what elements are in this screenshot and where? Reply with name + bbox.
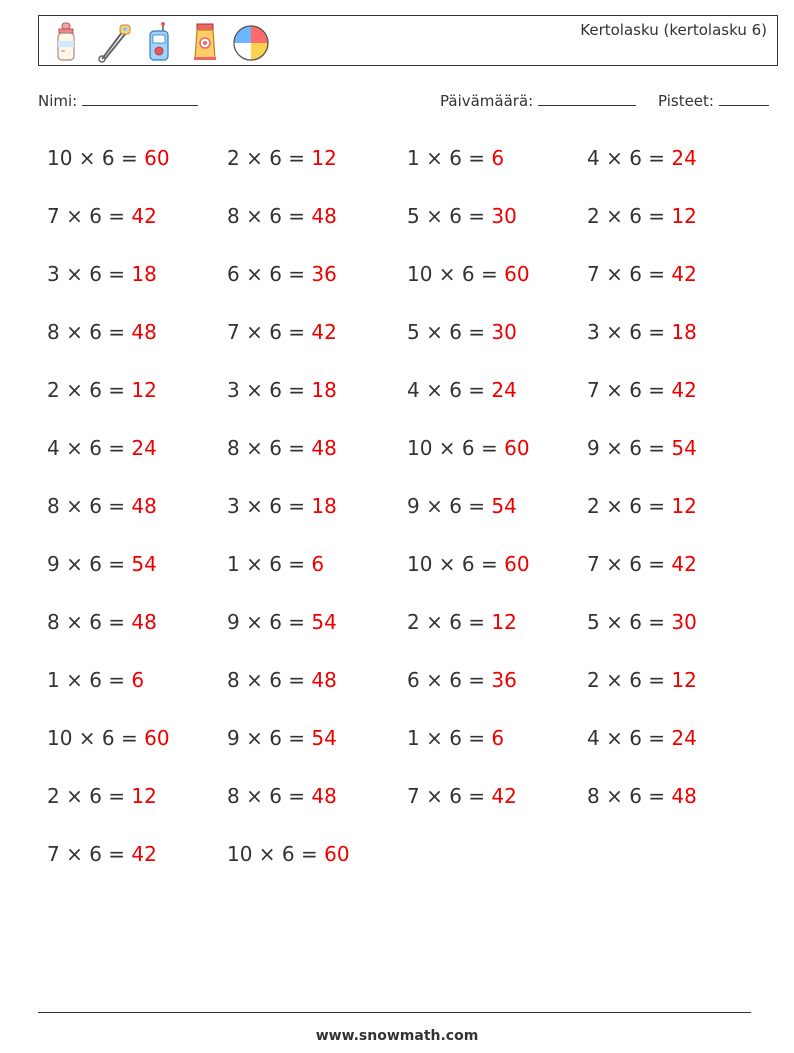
problem-row — [47, 370, 767, 428]
problem-question: 2 × 6 = — [587, 494, 672, 518]
problem-answer: 12 — [311, 146, 337, 170]
problem-item — [47, 320, 157, 344]
problem-grid — [47, 138, 767, 892]
problem-row — [47, 602, 767, 660]
problem-item — [227, 552, 324, 576]
name-label: Nimi: — [38, 92, 78, 110]
footer-url: www.snowmath.com — [315, 1028, 479, 1044]
name-line — [82, 92, 198, 106]
problem-row — [47, 486, 767, 544]
problem-answer: 42 — [131, 204, 157, 228]
problem-question: 8 × 6 = — [227, 204, 312, 228]
problem-item — [587, 494, 697, 518]
problem-question: 10 × 6 = — [47, 726, 145, 750]
problem-item — [227, 262, 337, 286]
problem-item — [587, 320, 697, 344]
problem-item — [47, 842, 157, 866]
problem-item — [227, 610, 337, 634]
problem-row — [47, 312, 767, 370]
problem-row — [47, 776, 767, 834]
problem-row — [47, 196, 767, 254]
problem-question: 2 × 6 = — [227, 146, 312, 170]
problem-answer: 30 — [491, 204, 517, 228]
problem-item — [47, 204, 157, 228]
problem-question: 10 × 6 = — [407, 552, 505, 576]
problem-answer: 60 — [144, 726, 170, 750]
problem-answer: 48 — [131, 320, 157, 344]
worksheet-title: Kertolasku (kertolasku 6) — [580, 21, 767, 39]
problem-question: 8 × 6 = — [227, 668, 312, 692]
problem-item — [227, 668, 337, 692]
problem-answer: 48 — [311, 668, 337, 692]
problem-item — [407, 784, 517, 808]
problem-question: 7 × 6 = — [47, 842, 132, 866]
diaper-cream-icon — [185, 21, 225, 63]
problem-item — [47, 610, 157, 634]
problem-question: 7 × 6 = — [47, 204, 132, 228]
problem-answer: 60 — [504, 552, 530, 576]
problem-answer: 6 — [491, 726, 505, 750]
problem-answer: 48 — [311, 436, 337, 460]
problem-answer: 60 — [504, 262, 530, 286]
problem-answer: 30 — [491, 320, 517, 344]
problem-question: 8 × 6 = — [47, 494, 132, 518]
problem-item — [227, 494, 337, 518]
problem-question: 2 × 6 = — [47, 378, 132, 402]
problem-answer: 36 — [491, 668, 517, 692]
header-box — [38, 15, 778, 66]
problem-question: 1 × 6 = — [407, 146, 492, 170]
problem-item — [47, 494, 157, 518]
problem-question: 2 × 6 = — [47, 784, 132, 808]
problem-question: 10 × 6 = — [227, 842, 325, 866]
problem-question: 2 × 6 = — [587, 204, 672, 228]
problem-question: 7 × 6 = — [407, 784, 492, 808]
problem-question: 5 × 6 = — [407, 204, 492, 228]
problem-question: 5 × 6 = — [407, 320, 492, 344]
problem-item — [587, 610, 697, 634]
problem-item — [407, 552, 530, 576]
problem-question: 8 × 6 = — [227, 784, 312, 808]
problem-item — [47, 726, 170, 750]
problem-question: 6 × 6 = — [227, 262, 312, 286]
problem-answer: 48 — [131, 610, 157, 634]
problem-question: 8 × 6 = — [587, 784, 672, 808]
problem-answer: 12 — [671, 204, 697, 228]
problem-row — [47, 138, 767, 196]
problem-answer: 54 — [491, 494, 517, 518]
problem-item — [407, 436, 530, 460]
problem-question: 9 × 6 = — [227, 610, 312, 634]
problem-question: 7 × 6 = — [587, 378, 672, 402]
problem-question: 4 × 6 = — [47, 436, 132, 460]
problem-question: 3 × 6 = — [227, 378, 312, 402]
problem-question: 8 × 6 = — [47, 610, 132, 634]
problem-question: 3 × 6 = — [227, 494, 312, 518]
problem-question: 4 × 6 = — [407, 378, 492, 402]
problem-answer: 12 — [671, 494, 697, 518]
problem-item — [407, 726, 504, 750]
problem-answer: 12 — [131, 784, 157, 808]
problem-question: 4 × 6 = — [587, 726, 672, 750]
problem-answer: 24 — [671, 726, 697, 750]
score-label: Pisteet: — [658, 92, 714, 110]
problem-question: 1 × 6 = — [407, 726, 492, 750]
problem-answer: 54 — [671, 436, 697, 460]
problem-item — [47, 262, 157, 286]
problem-item — [587, 552, 697, 576]
problem-answer: 24 — [671, 146, 697, 170]
problem-answer: 36 — [311, 262, 337, 286]
problem-answer: 6 — [491, 146, 505, 170]
problem-question: 1 × 6 = — [47, 668, 132, 692]
problem-question: 10 × 6 = — [407, 436, 505, 460]
problem-item — [587, 784, 697, 808]
problem-question: 4 × 6 = — [587, 146, 672, 170]
problem-question: 1 × 6 = — [227, 552, 312, 576]
problem-item — [47, 668, 144, 692]
baby-monitor-icon — [139, 21, 179, 63]
problem-answer: 54 — [131, 552, 157, 576]
problem-item — [47, 552, 157, 576]
problem-item — [47, 378, 157, 402]
problem-question: 3 × 6 = — [587, 320, 672, 344]
name-field — [38, 92, 198, 110]
date-line — [538, 92, 636, 106]
score-field — [658, 92, 769, 110]
problem-answer: 30 — [671, 610, 697, 634]
problem-question: 9 × 6 = — [407, 494, 492, 518]
problem-question: 6 × 6 = — [407, 668, 492, 692]
problem-item — [407, 146, 504, 170]
problem-answer: 18 — [671, 320, 697, 344]
problem-answer: 42 — [671, 262, 697, 286]
problem-answer: 18 — [131, 262, 157, 286]
problem-row — [47, 428, 767, 486]
problem-question: 7 × 6 = — [587, 262, 672, 286]
problem-question: 7 × 6 = — [227, 320, 312, 344]
problem-row — [47, 834, 767, 892]
problem-item — [227, 204, 337, 228]
problem-question: 2 × 6 = — [587, 668, 672, 692]
problem-item — [587, 146, 697, 170]
problem-answer: 18 — [311, 494, 337, 518]
problem-answer: 42 — [131, 842, 157, 866]
problem-answer: 48 — [311, 784, 337, 808]
problem-answer: 42 — [491, 784, 517, 808]
problem-answer: 48 — [131, 494, 157, 518]
problem-answer: 24 — [491, 378, 517, 402]
problem-question: 9 × 6 = — [227, 726, 312, 750]
problem-item — [227, 378, 337, 402]
problem-question: 8 × 6 = — [227, 436, 312, 460]
problem-question: 10 × 6 = — [407, 262, 505, 286]
problem-question: 10 × 6 = — [47, 146, 145, 170]
problem-row — [47, 718, 767, 776]
problem-answer: 42 — [311, 320, 337, 344]
problem-item — [47, 436, 157, 460]
problem-item — [47, 784, 157, 808]
problem-item — [227, 320, 337, 344]
problem-answer: 42 — [671, 552, 697, 576]
problem-item — [407, 204, 517, 228]
problem-item — [407, 378, 517, 402]
problem-item — [407, 320, 517, 344]
problem-answer: 60 — [504, 436, 530, 460]
problem-answer: 12 — [491, 610, 517, 634]
problem-item — [227, 784, 337, 808]
problem-question: 2 × 6 = — [407, 610, 492, 634]
problem-item — [227, 726, 337, 750]
date-label: Päivämäärä: — [440, 92, 534, 110]
problem-item — [587, 436, 697, 460]
problem-question: 8 × 6 = — [47, 320, 132, 344]
problem-item — [587, 204, 697, 228]
problem-row — [47, 544, 767, 602]
problem-answer: 48 — [311, 204, 337, 228]
problem-answer: 60 — [324, 842, 350, 866]
problem-answer: 54 — [311, 726, 337, 750]
problem-answer: 48 — [671, 784, 697, 808]
problem-answer: 12 — [671, 668, 697, 692]
problem-question: 9 × 6 = — [47, 552, 132, 576]
footer-divider — [38, 1012, 751, 1013]
problem-item — [47, 146, 170, 170]
problem-answer: 60 — [144, 146, 170, 170]
problem-item — [227, 842, 350, 866]
problem-question: 5 × 6 = — [587, 610, 672, 634]
problem-question: 3 × 6 = — [47, 262, 132, 286]
problem-row — [47, 660, 767, 718]
problem-question: 9 × 6 = — [587, 436, 672, 460]
problem-item — [407, 668, 517, 692]
problem-question: 7 × 6 = — [587, 552, 672, 576]
problem-item — [407, 494, 517, 518]
problem-item — [227, 436, 337, 460]
problem-row — [47, 254, 767, 312]
problem-answer: 6 — [311, 552, 325, 576]
problem-item — [587, 262, 697, 286]
problem-item — [227, 146, 337, 170]
icon-strip — [47, 19, 271, 65]
problem-item — [407, 262, 530, 286]
baby-bottle-icon — [47, 21, 87, 63]
problem-item — [407, 610, 517, 634]
problem-answer: 18 — [311, 378, 337, 402]
problem-item — [587, 378, 697, 402]
problem-item — [587, 668, 697, 692]
problem-answer: 42 — [671, 378, 697, 402]
problem-answer: 12 — [131, 378, 157, 402]
date-field — [440, 92, 636, 110]
problem-item — [587, 726, 697, 750]
problem-answer: 6 — [131, 668, 145, 692]
safety-pin-icon — [93, 21, 133, 63]
score-line — [719, 92, 769, 106]
problem-answer: 54 — [311, 610, 337, 634]
beach-ball-icon — [231, 21, 271, 63]
problem-answer: 24 — [131, 436, 157, 460]
